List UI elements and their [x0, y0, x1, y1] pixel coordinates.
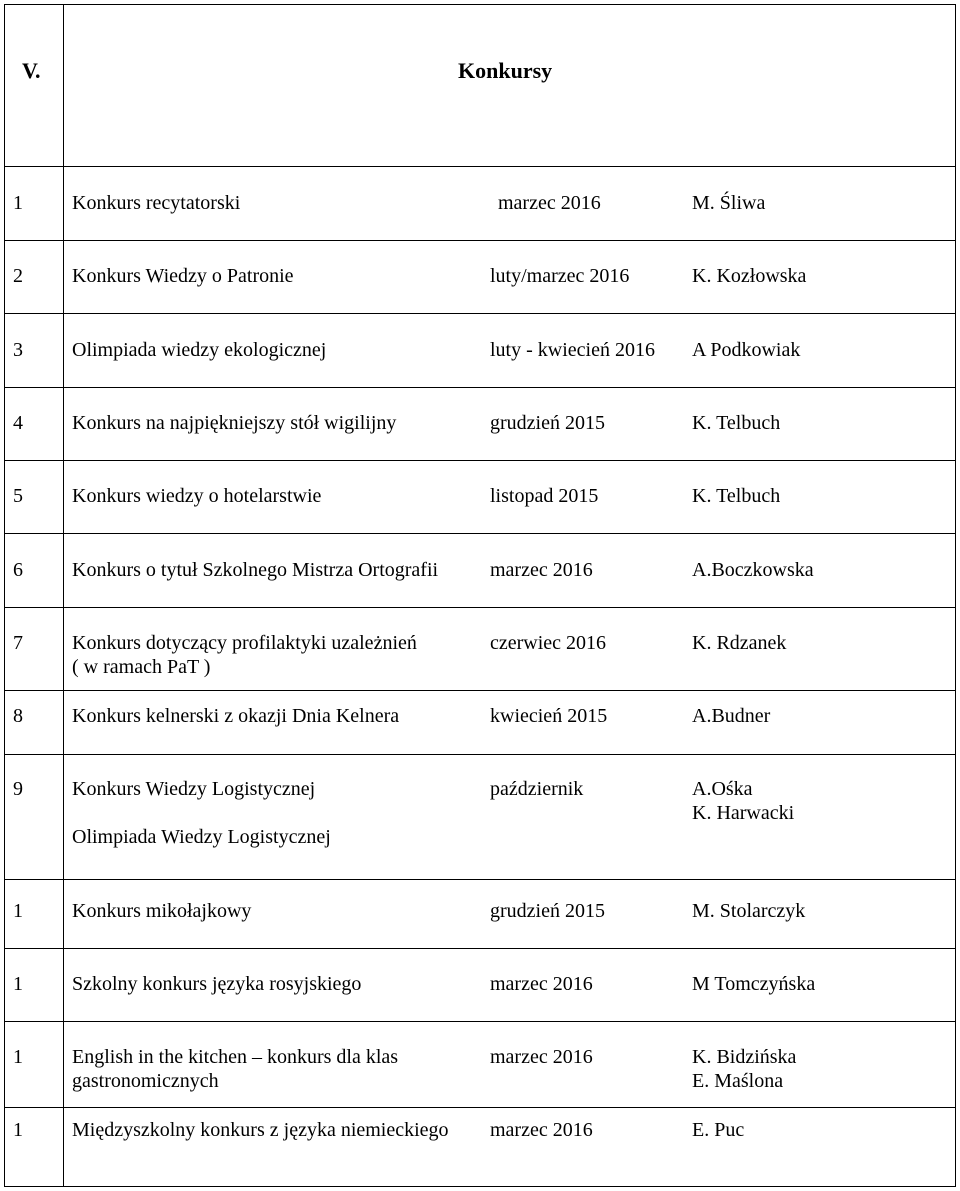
contest-person-line: E. Maślona — [692, 1070, 784, 1092]
table-border — [4, 1186, 956, 1187]
contest-date: marzec 2016 — [490, 973, 593, 995]
contest-person-line: K. Bidzińska — [692, 1046, 797, 1068]
contest-name: Konkurs kelnerski z okazji Dnia Kelnera — [72, 705, 400, 727]
row-divider — [4, 948, 956, 949]
contest-person: A.Boczkowska — [692, 559, 814, 581]
row-divider — [4, 387, 956, 388]
contest-num: 4 — [13, 412, 23, 434]
contest-name: Międzyszkolny konkurs z języka niemieckiego — [72, 1119, 449, 1141]
contest-name: Konkurs Wiedzy o Patronie — [72, 265, 294, 287]
contest-person: A.Budner — [692, 705, 771, 727]
contest-name: Konkurs recytatorski — [72, 192, 241, 214]
row-divider — [4, 313, 956, 314]
contest-person: M. Stolarczyk — [692, 900, 806, 922]
contest-person-line: A.Ośka — [692, 778, 753, 800]
contest-date: październik — [490, 778, 584, 800]
contest-date: marzec 2016 — [490, 559, 593, 581]
contest-num: 6 — [13, 559, 23, 581]
contest-person: K. Telbuch — [692, 412, 781, 434]
contest-date: grudzień 2015 — [490, 412, 605, 434]
contest-person: K. Telbuch — [692, 485, 781, 507]
row-divider — [4, 166, 956, 167]
contest-name-line: Olimpiada Wiedzy Logistycznej — [72, 826, 331, 848]
contest-person: M. Śliwa — [692, 192, 766, 214]
contest-person: E. Puc — [692, 1119, 745, 1141]
contest-num: 7 — [13, 632, 23, 654]
contest-name: Konkurs mikołajkowy — [72, 900, 252, 922]
row-divider — [4, 460, 956, 461]
contest-num: 1 — [13, 973, 23, 995]
table-border — [4, 4, 5, 1187]
contest-person-line: K. Harwacki — [692, 802, 795, 824]
contest-num: 2 — [13, 265, 23, 287]
contest-person: K. Kozłowska — [692, 265, 807, 287]
contest-person: M Tomczyńska — [692, 973, 816, 995]
contest-name-line: Konkurs dotyczący profilaktyki uzależnień — [72, 632, 417, 654]
contest-name: Konkurs na najpiękniejszy stół wigilijny — [72, 412, 397, 434]
contest-date: listopad 2015 — [490, 485, 599, 507]
section-title: Konkursy — [458, 58, 553, 83]
contest-num: 1 — [13, 900, 23, 922]
contest-name-line: gastronomicznych — [72, 1070, 219, 1092]
row-divider — [4, 690, 956, 691]
contest-num: 9 — [13, 778, 23, 800]
section-number: V. — [22, 58, 41, 83]
contest-date: marzec 2016 — [490, 1046, 593, 1068]
contest-num: 1 — [13, 1119, 23, 1141]
row-divider — [4, 1107, 956, 1108]
contest-date: luty/marzec 2016 — [490, 265, 630, 287]
contest-date: kwiecień 2015 — [490, 705, 608, 727]
table-border — [4, 4, 956, 5]
contest-date: grudzień 2015 — [490, 900, 605, 922]
row-divider — [4, 607, 956, 608]
contest-num: 1 — [13, 192, 23, 214]
contest-name-line: Konkurs Wiedzy Logistycznej — [72, 778, 316, 800]
contest-num: 1 — [13, 1046, 23, 1068]
row-divider — [4, 533, 956, 534]
row-divider — [4, 1021, 956, 1022]
contest-name: Konkurs wiedzy o hotelarstwie — [72, 485, 322, 507]
contest-num: 8 — [13, 705, 23, 727]
contest-name-line: ( w ramach PaT ) — [72, 656, 211, 678]
column-divider — [63, 4, 64, 1187]
table-border — [955, 4, 956, 1187]
contest-num: 5 — [13, 485, 23, 507]
contest-person: K. Rdzanek — [692, 632, 787, 654]
contest-name: Konkurs o tytuł Szkolnego Mistrza Ortografii — [72, 559, 439, 581]
contest-date: czerwiec 2016 — [490, 632, 607, 654]
row-divider — [4, 754, 956, 755]
contest-name: Szkolny konkurs języka rosyjskiego — [72, 973, 362, 995]
contest-name-line: English in the kitchen – konkurs dla klas — [72, 1046, 399, 1068]
contest-num: 3 — [13, 339, 23, 361]
row-divider — [4, 879, 956, 880]
contest-name: Olimpiada wiedzy ekologicznej — [72, 339, 327, 361]
row-divider — [4, 240, 956, 241]
contest-date: luty - kwiecień 2016 — [490, 339, 655, 361]
contest-date: marzec 2016 — [498, 192, 601, 214]
contest-person: A Podkowiak — [692, 339, 801, 361]
contest-date: marzec 2016 — [490, 1119, 593, 1141]
